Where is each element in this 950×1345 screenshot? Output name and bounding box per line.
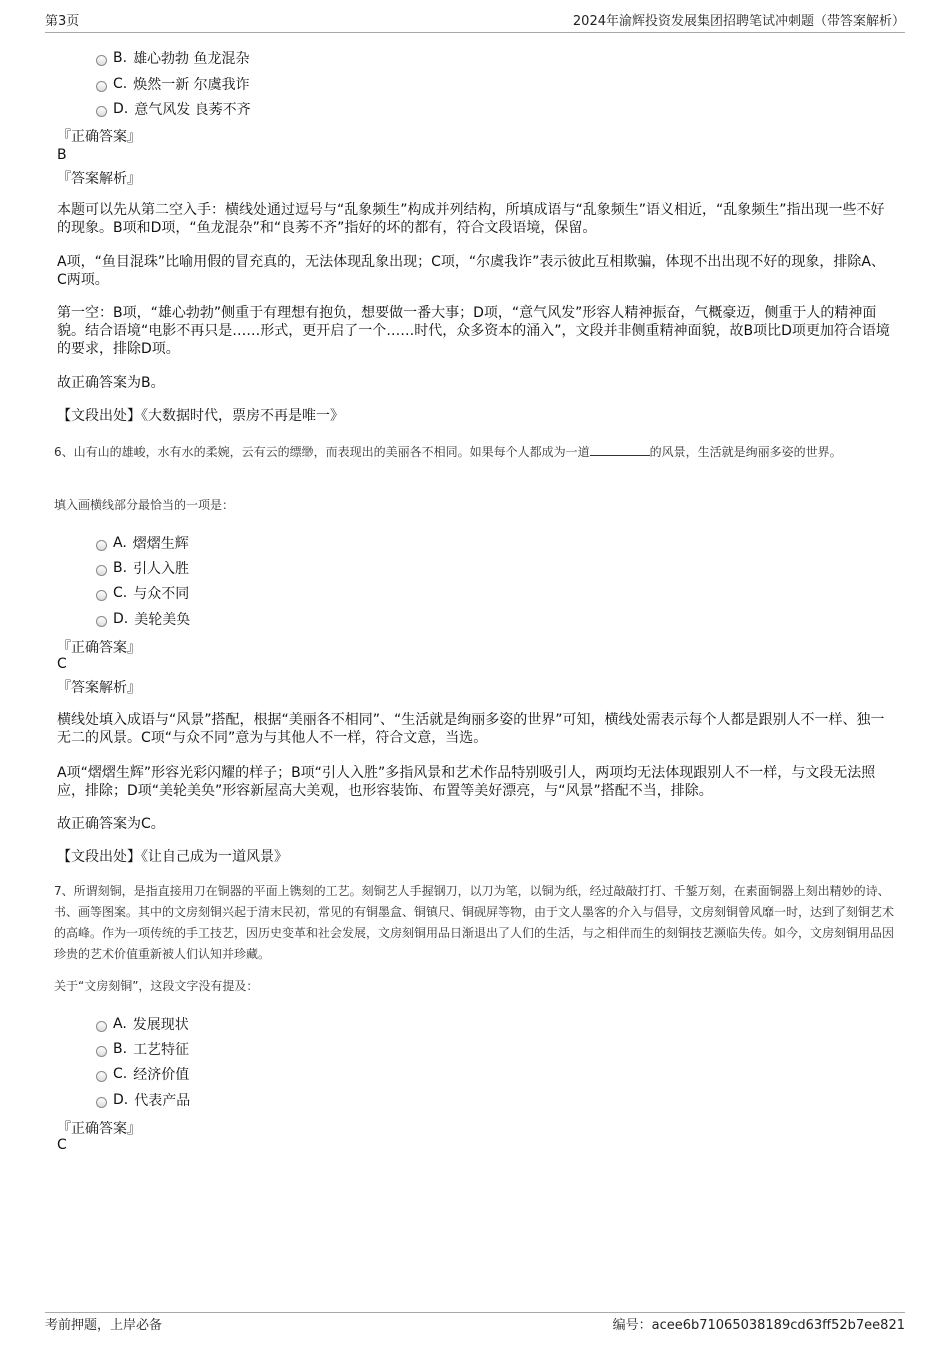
q5-source: 【文段出处】《大数据时代，票房不再是唯一》 [57, 408, 344, 424]
option-text: 焕然一新 尔虞我诈 [133, 77, 250, 93]
q6-analysis-label: 『答案解析』 [57, 680, 141, 696]
q6-conclusion: 故正确答案为C。 [57, 816, 165, 832]
q6-analysis-para: 横线处填入成语与“风景”搭配，根据“美丽各不相同”、“生活就是绚丽多姿的世界”可知，横线处需表示每个人都是跟别人不一样、独一无二的风景。C项“与众不同”意为与其他人不一样，符合文意，当选。 [57, 712, 885, 746]
option-key: C. [113, 1066, 128, 1082]
q7-option-b[interactable] [96, 1039, 189, 1059]
option-key: D. [113, 1092, 129, 1108]
option-text: 雄心勃勃 鱼龙混杂 [133, 51, 250, 67]
option-key: C. [113, 585, 128, 601]
footer-slogan: 考前押题，上岸必备 [45, 1318, 163, 1333]
q7-option-c[interactable] [96, 1064, 189, 1084]
q5-option-b[interactable] [96, 48, 250, 68]
radio-icon[interactable] [96, 81, 107, 92]
q7-option-d[interactable] [96, 1090, 190, 1110]
q7-prompt: 关于“文房刻铜”，这段文字没有提及： [54, 979, 259, 993]
radio-icon[interactable] [96, 106, 107, 117]
option-text: 发展现状 [132, 1017, 189, 1033]
q7-option-a[interactable] [96, 1014, 189, 1034]
q6-answer: C [57, 656, 67, 672]
q6-answer-label: 『正确答案』 [57, 640, 141, 656]
option-key: C. [113, 76, 128, 92]
q5-option-d[interactable] [96, 99, 251, 119]
q5-conclusion: 故正确答案为B。 [57, 375, 165, 391]
q7-answer: C [57, 1137, 67, 1153]
q5-answer-label: 『正确答案』 [57, 129, 141, 145]
q6-prompt: 填入画横线部分最恰当的一项是： [54, 498, 235, 512]
radio-icon[interactable] [96, 616, 107, 627]
option-key: B. [113, 560, 128, 576]
option-key: D. [113, 101, 129, 117]
option-text: 引人入胜 [133, 561, 190, 577]
q7-stem: 7、所谓刻铜，是指直接用刀在铜器的平面上镌刻的工艺。刻铜艺人手握钢刀，以刀为笔，以铜为纸，经过敲敲打打、千錾万刻，在素面铜器上刻出精妙的诗、书、画等图案。其中的文房刻铜兴起于清末民初，常见的有铜墨盒、铜镇尺、铜砚屏等物，由于文人墨客的介入与倡导，文房刻铜曾风靡一时，达到了刻铜艺术的高峰。作为一项传统的手工技艺，因历史变革和社会发展，文房刻铜用品日渐退出了人们的生活，与之相伴而生的刻铜技艺濒临失传。如今，文房刻铜用品因珍贵的艺术价值重新被人们认知并珍藏。 [54, 884, 895, 961]
q6-source: 【文段出处】《让自己成为一道风景》 [57, 849, 288, 865]
option-key: A. [113, 535, 127, 551]
q5-analysis-para: 第一空：B项，“雄心勃勃”侧重于有理想有抱负，想要做一番大事；D项，“意气风发”形容人精神振奋，气概豪迈，侧重于人的精神面貌。结合语境“电影不再只是……形式，更开启了一个……时代，众多资本的涌入”，文段并非侧重精神面貌，故B项比D项更加符合语境的要求，排除D项。 [57, 305, 890, 357]
option-text: 美轮美奂 [134, 612, 191, 628]
option-text: 代表产品 [134, 1093, 191, 1109]
q6-option-d[interactable] [96, 609, 190, 629]
q6-analysis-para: A项“熠熠生辉”形容光彩闪耀的样子；B项“引人入胜”多指风景和艺术作品特别吸引人，两项均无法体现跟别人不一样，与文段无法照应，排除；D项“美轮美奂”形容新屋高大美观，也形容装饰、布置等美好漂亮，与“风景”搭配不当，排除。 [57, 765, 876, 799]
option-key: B. [113, 1041, 128, 1057]
option-text: 熠熠生辉 [132, 536, 189, 552]
radio-icon[interactable] [96, 1097, 107, 1108]
option-text: 与众不同 [133, 586, 190, 602]
option-key: B. [113, 50, 128, 66]
q5-answer: B [57, 147, 67, 163]
option-key: A. [113, 1016, 127, 1032]
option-text: 经济价值 [133, 1067, 190, 1083]
radio-icon[interactable] [96, 1046, 107, 1057]
option-key: D. [113, 611, 129, 627]
q6-option-b[interactable] [96, 558, 189, 578]
radio-icon[interactable] [96, 1071, 107, 1082]
q6-option-a[interactable] [96, 533, 189, 553]
q5-analysis-para: A项，“鱼目混珠”比喻用假的冒充真的，无法体现乱象出现；C项，“尔虞我诈”表示彼此互相欺骗，体现不出出现不好的现象，排除A、C两项。 [57, 254, 885, 288]
footer-divider [45, 1312, 905, 1313]
fill-blank [590, 443, 650, 456]
q7-answer-label: 『正确答案』 [57, 1121, 141, 1137]
stem-text: 的风景，生活就是绚丽多姿的世界。 [649, 445, 842, 459]
document-title: 2024年渝辉投资发展集团招聘笔试冲刺题（带答案解析） [572, 14, 905, 29]
radio-icon[interactable] [96, 1021, 107, 1032]
q5-analysis-para: 本题可以先从第二空入手：横线处通过逗号与“乱象频生”构成并列结构，所填成语与“乱象频生”语义相近，“乱象频生”指出现一些不好的现象。B项和D项，“鱼龙混杂”和“良莠不齐”指好的坏的都有，符合文段语境，保留。 [57, 202, 885, 236]
header-divider [45, 32, 905, 33]
q5-option-c[interactable] [96, 74, 250, 94]
stem-text: 6、山有山的雄峻，水有水的柔婉，云有云的缥缈，而表现出的美丽各不相同。如果每个人都成为一道 [54, 445, 590, 459]
page-number: 第3页 [45, 14, 80, 29]
option-text: 意气风发 良莠不齐 [134, 102, 251, 118]
option-text: 工艺特征 [133, 1042, 190, 1058]
q6-stem [54, 442, 894, 462]
q5-analysis-label: 『答案解析』 [57, 171, 141, 187]
document-id: 编号：acee6b71065038189cd63ff52b7ee821 [612, 1318, 905, 1333]
radio-icon[interactable] [96, 540, 107, 551]
radio-icon[interactable] [96, 55, 107, 66]
radio-icon[interactable] [96, 565, 107, 576]
radio-icon[interactable] [96, 590, 107, 601]
q6-option-c[interactable] [96, 583, 189, 603]
